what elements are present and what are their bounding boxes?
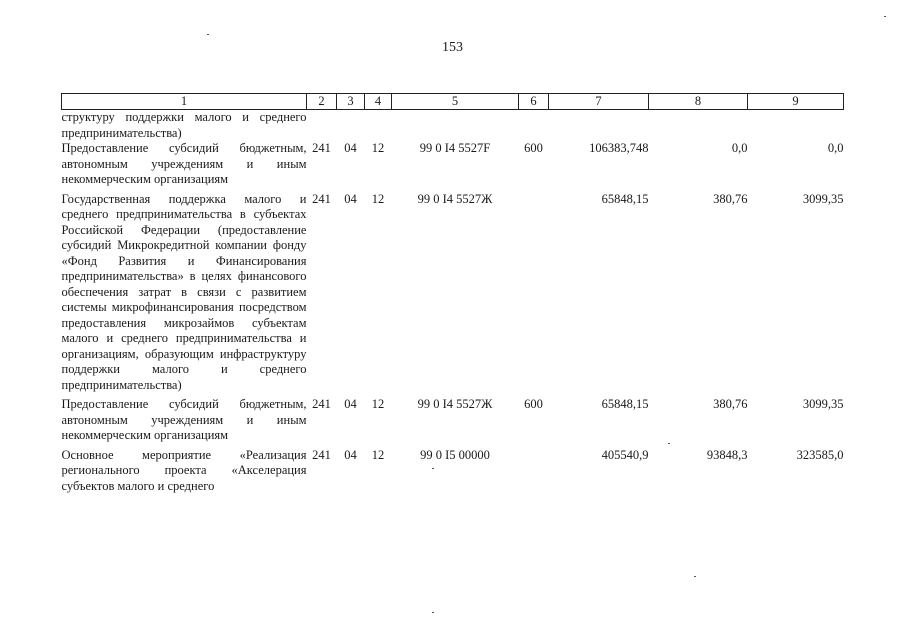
table-row [62,141,844,188]
cell-col9: 0,0 [827,141,844,155]
row-description: структуру поддержки малого и среднего предпринимательства) [61,110,307,140]
cell-col5: 99 0 I5 00000 [420,447,490,462]
scan-speck [694,576,696,577]
cell-col9: 3099,35 [802,191,844,206]
budget-table [61,93,844,494]
scan-speck [207,34,209,35]
column-header-7: 7 [549,94,649,110]
column-header-4: 4 [365,94,392,110]
cell-col8: 380,76 [713,191,748,206]
table-row [62,110,844,142]
scan-speck [432,612,434,613]
cell-col4: 12 [371,141,385,155]
cell-col7: 65848,15 [601,191,649,206]
cell-col4: 12 [371,397,385,411]
row-description: Основное мероприятие «Реализация регионального проекта «Акселерация субъектов малого и среднего [61,447,307,493]
cell-col7: 405540,9 [601,447,649,462]
cell-col9: 3099,35 [802,397,844,411]
cell-col8: 93848,3 [706,447,748,462]
column-header-2: 2 [307,94,337,110]
cell-col9: 323585,0 [796,447,844,462]
scan-speck [432,468,434,469]
column-header-1: 1 [62,94,307,110]
page-number: 153 [442,40,463,55]
cell-col3: 04 [344,191,357,206]
column-header-8: 8 [649,94,748,110]
cell-col3: 04 [344,397,357,411]
cell-col5: 99 0 I4 5527Ж [417,397,493,411]
cell-col8: 380,76 [713,397,748,411]
table-row [62,444,844,495]
row-description: Государственная поддержка малого и среднего предпринимательства в субъектах Российской Федерации (предоставление субсидий Микрокредитной компании фонду «Фонд Развития и Финансирования предпринимательства» в целях финансового обеспечения затрат в связи с развитием системы микрофинансирования посредством предоставления микрозаймов субъектам малого и среднего предпринимательства и организациям, образующим инфраструктуру поддержки малого и среднего предпринимательства) [61,191,307,392]
column-header-5: 5 [392,94,519,110]
row-description: Предоставление субсидий бюджетным, автономным учреждениям и иным некоммерческим организациям [61,141,307,186]
cell-col4: 12 [371,447,385,462]
column-header-3: 3 [337,94,365,110]
cell-col8: 0,0 [731,141,748,155]
cell-col2 [307,110,337,142]
cell-col5: 99 0 I4 5527F [419,141,491,155]
cell-col2: 241 [312,141,331,155]
cell-col2: 241 [312,397,331,411]
cell-col5 [392,110,519,142]
cell-col7: 106383,748 [589,141,649,155]
cell-col2: 241 [312,191,331,206]
cell-col4 [365,110,392,142]
scan-speck [668,443,670,444]
table-header [62,94,844,110]
cell-col6 [519,110,549,142]
cell-col3: 04 [344,141,357,155]
scan-speck [884,16,886,17]
cell-col8 [649,110,748,142]
column-header-6: 6 [519,94,549,110]
row-description: Предоставление субсидий бюджетным, автономным учреждениям и иным некоммерческим организациям [61,397,307,442]
cell-col6: 600 [524,141,543,155]
cell-col4: 12 [371,191,385,206]
cell-col6: 600 [524,397,543,411]
cell-col6 [519,444,549,495]
column-header-9: 9 [748,94,844,110]
cell-col5: 99 0 I4 5527Ж [417,191,493,206]
cell-col3: 04 [344,447,357,462]
cell-col3 [337,110,365,142]
cell-col7 [549,110,649,142]
table-row [62,393,844,444]
cell-col2: 241 [312,447,331,462]
cell-col7: 65848,15 [601,397,649,411]
cell-col6 [519,188,549,394]
cell-col9 [748,110,844,142]
table-row [62,188,844,394]
